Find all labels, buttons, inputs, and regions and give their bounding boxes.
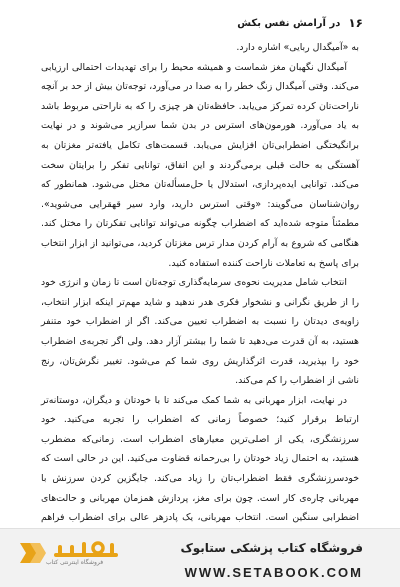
paragraph-2: آمیگدال نگهبان مغز شماست و همیشه محیط را برای تهدیدات احتمالی ارزیابی می‌کند. وقتی آمیگدال زنگ خطر را به صدا در می‌آورد، توجه‌تان بیش از حد بر آنچه ناراحت‌تان کرده تمرکز می‌یابد. حافظه‌تان هر چیزی را که به ناراحتی مربوط باشد به یاد می‌آورد. هورمون‌های استرس در بدن شما سرازیر می‌شوند و در نهایت برانگیختگی اضطرابی‌تان افزایش می‌یابد. قسمت‌های تکامل یافته‌تر مغزتان به آهستگی به حالت قبلی برمی‌گردند و این اتفاق، توانایی تفکر را برایتان سخت می‌کند. توانایی ایده‌پردازی، استدلال یا حل‌مسأله‌تان مختل می‌شود. همانطور که روان‌شناسان می‌گویند: «وقتی استرس دارید، وارد سیر قهقرایی می‌شوید». مطمئناً متوجه شده‌اید که اضطراب چگونه می‌تواند توانایی تفکرتان را مختل کند. هنگامی که شروع به آرام کردن مدار ترس مغزتان کردید، می‌توانید از ابزار انتخاب برای پاسخ به تعاملات ناراحت کننده استفاده کنید.	[41, 61, 359, 269]
page-number: ۱۶	[348, 16, 363, 30]
paragraph-3: انتخاب شامل مدیریت نحوه‌ی سرمایه‌گذاری توجه‌تان است تا زمان و انرژی خود را از طریق نگرانی و نشخوار فکری هدر ندهید و شاید مهم‌تر اینکه ابزار انتخاب، زاویه‌ی دیدتان را نسبت به اضطراب تعیین می‌کند. اگر از اضطراب خود متنفر هستید، به آن قدرت می‌دهید تا شما را بیشتر آزار دهد. ولی اگر تجربه‌ی اضطراب خود را بپذیرید، قدرت اثرگذاریش روی شما کم می‌شود. تغییر نگرش‌تان، رنج ناشی از اضطراب را کم می‌کند.	[41, 277, 359, 387]
store-name: فروشگاه کتاب پزشکی ستابوک	[180, 541, 363, 555]
body-text	[41, 38, 359, 547]
logo-tagline: فروشگاه اینترنتی کتاب	[46, 559, 104, 566]
running-title: در آرامش نفس بکش	[237, 17, 341, 29]
store-url: WWW.SETABOOK.COM	[184, 565, 363, 580]
paragraph-4: در نهایت، ابزار مهربانی به شما کمک می‌کند تا با خودتان و دیگران، دوستانه‌تر ارتباط برقرار کنید؛ خصوصاً زمانی که اضطراب را تجربه می‌کنید. خود سرزنشگری، یکی از اصلی‌ترین معیارهای اضطراب است. زمانی‌که مضطرب هستید، به احتمال زیاد خودتان را بی‌رحمانه قضاوت می‌کنید. این در حالی است که خودسرزنشگری فقط اضطراب‌تان را زیاد می‌کند. جایگزین کردن سرزنش با مهربانی چاره‌ی کار است. چون برای مغز، پردازش همزمان مهربانی و حالت‌های اضطرابی سنگین است. انتخاب مهربانی، یک پادزهر عالی برای اضطراب فراهم	[41, 394, 359, 524]
watermark-footer	[0, 528, 400, 587]
page-header	[37, 14, 363, 32]
paragraph-1: به «آمیگدال ربایی» اشاره دارد.	[236, 42, 359, 53]
